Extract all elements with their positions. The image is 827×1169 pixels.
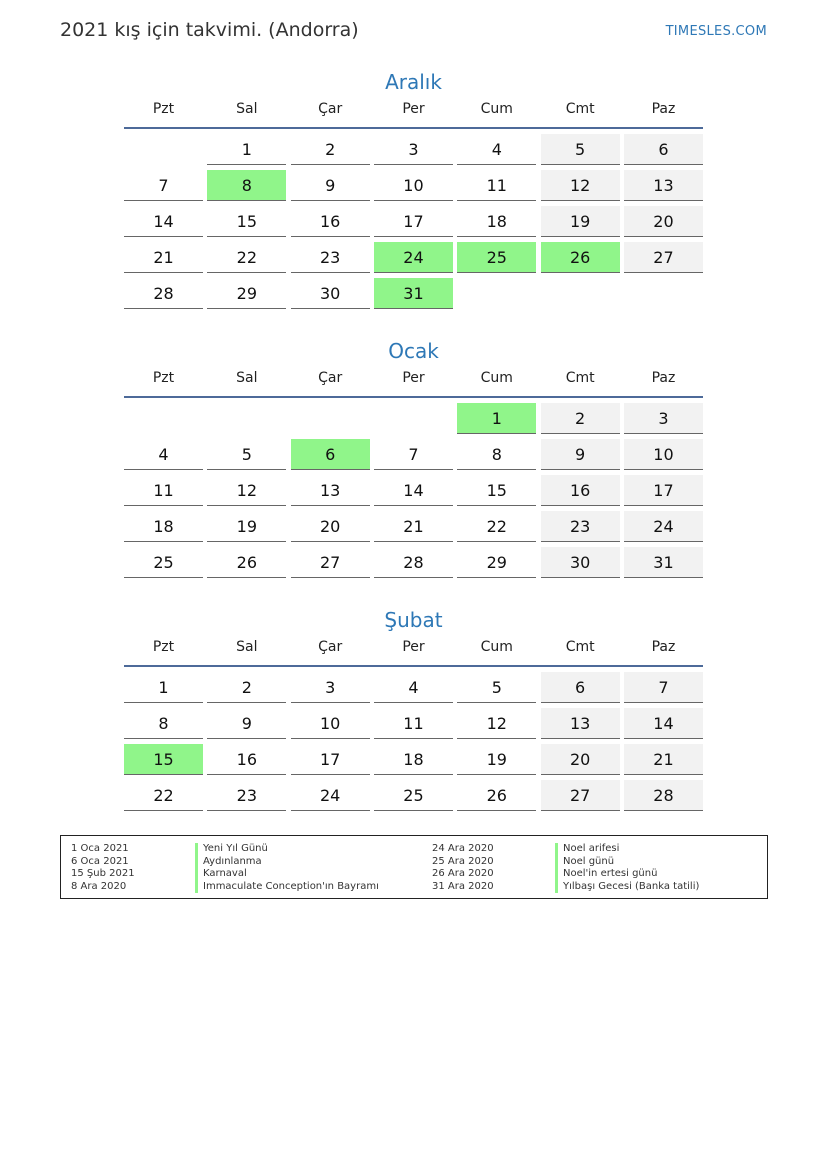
day-cell[interactable]: 1 (207, 134, 286, 165)
day-cell[interactable]: 15 (207, 206, 286, 237)
week-row (124, 672, 703, 708)
legend-date: 25 Ara 2020 (432, 855, 494, 867)
day-cell[interactable]: 16 (291, 206, 370, 237)
day-cell[interactable]: 17 (291, 744, 370, 775)
day-cell[interactable]: 28 (624, 780, 703, 811)
day-cell[interactable]: 9 (291, 170, 370, 201)
day-cell[interactable]: 17 (624, 475, 703, 506)
day-cell[interactable]: 15 (457, 475, 536, 506)
day-cell[interactable]: 21 (374, 511, 453, 542)
day-cell[interactable]: 30 (291, 278, 370, 309)
day-cell[interactable]: 14 (374, 475, 453, 506)
day-cell[interactable]: 23 (291, 242, 370, 273)
day-cell[interactable]: 15 (124, 744, 203, 775)
day-grid (124, 134, 703, 314)
day-cell[interactable]: 26 (207, 547, 286, 578)
day-cell[interactable]: 12 (541, 170, 620, 201)
weekday-label: Sal (236, 370, 258, 386)
week-row (124, 278, 703, 314)
day-cell[interactable]: 21 (124, 242, 203, 273)
day-cell[interactable]: 7 (624, 672, 703, 703)
legend-holiday-name: Noel'in ertesi günü (555, 868, 699, 881)
day-cell[interactable]: 29 (207, 278, 286, 309)
legend-holiday-name: Karnaval (195, 868, 379, 881)
day-cell[interactable]: 4 (457, 134, 536, 165)
day-cell[interactable]: 13 (541, 708, 620, 739)
week-row (124, 547, 703, 583)
day-cell[interactable]: 29 (457, 547, 536, 578)
legend-date: 24 Ara 2020 (432, 843, 494, 854)
day-cell[interactable]: 26 (541, 242, 620, 273)
day-cell[interactable]: 11 (457, 170, 536, 201)
legend-holiday-name: Noel günü (555, 856, 699, 869)
weekday-label: Sal (236, 101, 258, 117)
weekday-label: Çar (318, 101, 343, 117)
day-cell[interactable]: 8 (457, 439, 536, 470)
day-cell[interactable]: 10 (374, 170, 453, 201)
legend-date: 26 Ara 2020 (432, 868, 494, 879)
month-calendar-february (124, 605, 703, 816)
weekday-label: Paz (651, 101, 676, 117)
week-row (124, 780, 703, 816)
day-cell[interactable]: 22 (207, 242, 286, 273)
day-cell[interactable]: 16 (207, 744, 286, 775)
day-cell[interactable]: 2 (207, 672, 286, 703)
week-row (124, 242, 703, 278)
month-calendar-december (124, 67, 703, 314)
day-cell[interactable]: 3 (291, 672, 370, 703)
weekday-label: Sal (236, 639, 258, 655)
week-row (124, 744, 703, 780)
weekday-label: Cmt (565, 370, 595, 386)
empty-day-cell (457, 278, 536, 309)
day-cell[interactable]: 8 (124, 708, 203, 739)
day-cell[interactable]: 26 (457, 780, 536, 811)
day-cell[interactable]: 22 (457, 511, 536, 542)
empty-day-cell (541, 278, 620, 309)
week-row (124, 511, 703, 547)
day-cell[interactable]: 25 (124, 547, 203, 578)
day-cell[interactable]: 2 (541, 403, 620, 434)
day-cell[interactable]: 18 (457, 206, 536, 237)
weekday-label: Pzt (152, 370, 175, 386)
day-cell[interactable]: 24 (291, 780, 370, 811)
legend-holiday-name: Noel arifesi (555, 843, 699, 856)
day-cell[interactable]: 14 (624, 708, 703, 739)
day-cell[interactable]: 18 (124, 511, 203, 542)
legend-date: 8 Ara 2020 (71, 880, 127, 892)
day-cell[interactable]: 3 (624, 403, 703, 434)
month-title: Şubat (384, 608, 443, 632)
legend-date: 6 Oca 2021 (71, 855, 129, 867)
week-row (124, 206, 703, 242)
day-cell[interactable]: 17 (374, 206, 453, 237)
week-row (124, 439, 703, 475)
day-cell[interactable]: 19 (207, 511, 286, 542)
day-cell[interactable]: 6 (541, 672, 620, 703)
weekday-label: Cum (480, 370, 513, 386)
empty-day-cell (124, 403, 203, 434)
weekday-label: Cmt (565, 101, 595, 117)
empty-day-cell (291, 403, 370, 434)
day-cell[interactable]: 1 (124, 672, 203, 703)
week-row (124, 403, 703, 439)
weekday-header (124, 635, 703, 667)
legend-holiday-name: Yılbaşı Gecesi (Banka tatili) (555, 881, 699, 894)
legend-holiday-name: Immaculate Conception'ın Bayramı (195, 881, 379, 894)
day-cell[interactable]: 23 (541, 511, 620, 542)
day-cell[interactable]: 13 (624, 170, 703, 201)
week-row (124, 475, 703, 511)
day-cell[interactable]: 22 (124, 780, 203, 811)
day-cell[interactable]: 27 (624, 242, 703, 273)
day-cell[interactable]: 20 (541, 744, 620, 775)
legend-holiday-name: Aydınlanma (195, 856, 379, 869)
weekday-label: Paz (651, 639, 676, 655)
day-cell[interactable]: 6 (624, 134, 703, 165)
legend-dates-left (71, 843, 135, 893)
legend-holiday-name: Yeni Yıl Günü (195, 843, 379, 856)
legend-date: 31 Ara 2020 (432, 880, 494, 892)
day-cell[interactable]: 24 (624, 511, 703, 542)
day-cell[interactable]: 21 (624, 744, 703, 775)
day-cell[interactable]: 18 (374, 744, 453, 775)
legend-names-right (555, 843, 699, 893)
weekday-label: Çar (318, 370, 343, 386)
empty-day-cell (207, 403, 286, 434)
legend-dates-right (432, 843, 494, 893)
day-cell[interactable]: 24 (374, 242, 453, 273)
day-cell[interactable]: 5 (541, 134, 620, 165)
day-cell[interactable]: 11 (124, 475, 203, 506)
day-cell[interactable]: 16 (541, 475, 620, 506)
day-cell[interactable]: 25 (457, 242, 536, 273)
day-cell[interactable]: 6 (291, 439, 370, 470)
legend-date: 1 Oca 2021 (71, 843, 129, 854)
day-cell[interactable]: 23 (207, 780, 286, 811)
weekday-label: Per (402, 370, 425, 386)
day-cell[interactable]: 13 (291, 475, 370, 506)
day-cell[interactable]: 12 (457, 708, 536, 739)
day-cell[interactable]: 19 (457, 744, 536, 775)
day-cell[interactable]: 10 (624, 439, 703, 470)
holiday-legend (60, 835, 768, 899)
weekday-label: Paz (651, 370, 676, 386)
day-cell[interactable]: 4 (374, 672, 453, 703)
weekday-header (124, 97, 703, 129)
day-cell[interactable]: 28 (124, 278, 203, 309)
day-cell[interactable]: 27 (291, 547, 370, 578)
weekday-label: Cum (480, 639, 513, 655)
day-cell[interactable]: 4 (124, 439, 203, 470)
empty-day-cell (624, 278, 703, 309)
day-cell[interactable]: 20 (624, 206, 703, 237)
day-grid (124, 403, 703, 583)
page-title: 2021 kış için takvimi. (Andorra) (60, 19, 359, 41)
weekday-label: Çar (318, 639, 343, 655)
day-cell[interactable]: 7 (374, 439, 453, 470)
week-row (124, 134, 703, 170)
day-cell[interactable]: 1 (457, 403, 536, 434)
month-calendar-january (124, 336, 703, 583)
day-grid (124, 672, 703, 816)
day-cell[interactable]: 31 (374, 278, 453, 309)
day-cell[interactable]: 14 (124, 206, 203, 237)
day-cell[interactable]: 9 (541, 439, 620, 470)
site-brand-link[interactable]: TIMESLES.COM (665, 24, 767, 39)
empty-day-cell (374, 403, 453, 434)
weekday-header (124, 366, 703, 398)
day-cell[interactable]: 25 (374, 780, 453, 811)
week-row (124, 708, 703, 744)
day-cell[interactable]: 19 (541, 206, 620, 237)
weekday-label: Per (402, 101, 425, 117)
day-cell[interactable]: 9 (207, 708, 286, 739)
day-cell[interactable]: 3 (374, 134, 453, 165)
empty-day-cell (124, 134, 203, 165)
day-cell[interactable]: 5 (207, 439, 286, 470)
day-cell[interactable]: 11 (374, 708, 453, 739)
day-cell[interactable]: 7 (124, 170, 203, 201)
day-cell[interactable]: 10 (291, 708, 370, 739)
day-cell[interactable]: 28 (374, 547, 453, 578)
weekday-label: Pzt (152, 101, 175, 117)
legend-date: 15 Şub 2021 (71, 868, 135, 879)
day-cell[interactable]: 8 (207, 170, 286, 201)
month-title: Ocak (388, 339, 439, 363)
month-title: Aralık (385, 70, 442, 94)
legend-names-left (195, 843, 379, 893)
week-row (124, 170, 703, 206)
day-cell[interactable]: 5 (457, 672, 536, 703)
day-cell[interactable]: 30 (541, 547, 620, 578)
day-cell[interactable]: 27 (541, 780, 620, 811)
weekday-label: Cmt (565, 639, 595, 655)
weekday-label: Cum (480, 101, 513, 117)
day-cell[interactable]: 2 (291, 134, 370, 165)
weekday-label: Per (402, 639, 425, 655)
day-cell[interactable]: 20 (291, 511, 370, 542)
day-cell[interactable]: 12 (207, 475, 286, 506)
weekday-label: Pzt (152, 639, 175, 655)
day-cell[interactable]: 31 (624, 547, 703, 578)
